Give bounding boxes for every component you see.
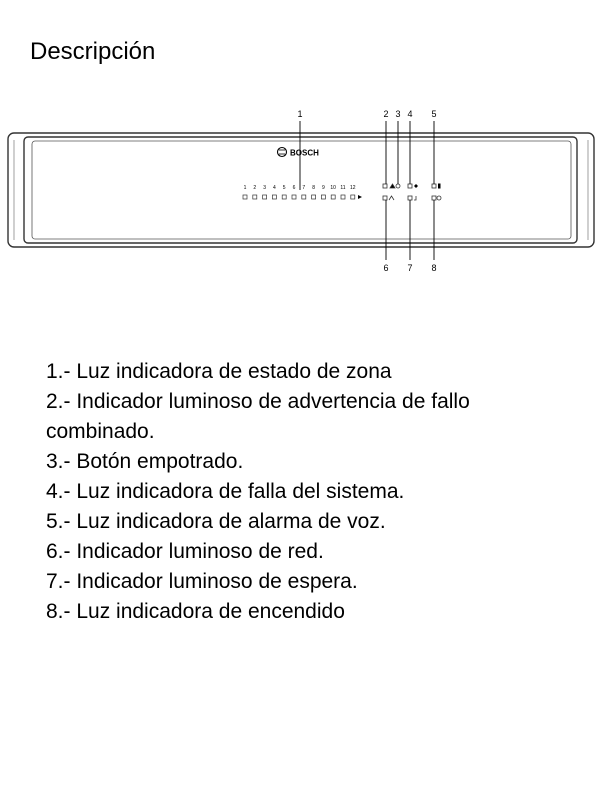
list-item: 8.- Luz indicadora de encendido: [46, 600, 345, 623]
callout-5: 5: [431, 109, 437, 119]
zone-led: [263, 195, 267, 199]
list-item: 1.- Luz indicadora de estado de zona: [46, 360, 392, 383]
callout-1: 1: [297, 109, 303, 119]
zone-number: 10: [330, 185, 336, 191]
zone-arrow-icon: [358, 195, 362, 199]
zone-indicators: [243, 185, 362, 199]
zone-led: [253, 195, 257, 199]
device-front-panel-diagram: [0, 100, 600, 285]
list-item: 2.- Indicador luminoso de advertencia de fallo combinado.: [46, 390, 470, 443]
zone-number: 3: [263, 185, 266, 191]
zone-number: 8: [312, 185, 315, 191]
zone-led: [321, 195, 325, 199]
zone-led: [243, 195, 247, 199]
callout-8: 8: [431, 263, 437, 273]
bosch-logo: [278, 148, 320, 158]
list-item: 4.- Luz indicadora de falla del sistema.: [46, 480, 405, 503]
list-item: 6.- Indicador luminoso de red.: [46, 540, 324, 563]
zone-number: 4: [273, 185, 276, 191]
callout-3: 3: [395, 109, 401, 119]
zone-number: 12: [350, 185, 356, 191]
brand-label: BOSCH: [290, 148, 319, 158]
callout-7: 7: [407, 263, 413, 273]
zone-number: 7: [302, 185, 306, 191]
page-title: Descripción: [30, 38, 156, 65]
zone-number: 5: [282, 185, 286, 191]
list-item: 3.- Botón empotrado.: [46, 450, 244, 473]
zone-led: [302, 195, 306, 199]
zone-led: [312, 195, 316, 199]
zone-number: 6: [292, 185, 296, 191]
callout-2: 2: [383, 109, 389, 119]
zone-number: 2: [253, 185, 257, 191]
list-item: 5.- Luz indicadora de alarma de voz.: [46, 510, 386, 533]
list-item: 7.- Indicador luminoso de espera.: [46, 570, 358, 593]
zone-led: [282, 195, 286, 199]
right-indicators: [383, 184, 441, 201]
description-list: [46, 357, 566, 627]
zone-led: [292, 195, 296, 199]
zone-number: 9: [322, 185, 325, 191]
zone-led: [351, 195, 355, 199]
zone-number: 1: [243, 185, 247, 191]
zone-led: [331, 195, 335, 199]
callout-6: 6: [383, 263, 389, 273]
zone-led: [272, 195, 276, 199]
zone-number: 11: [340, 185, 346, 191]
callout-4: 4: [407, 109, 413, 119]
zone-led: [341, 195, 345, 199]
